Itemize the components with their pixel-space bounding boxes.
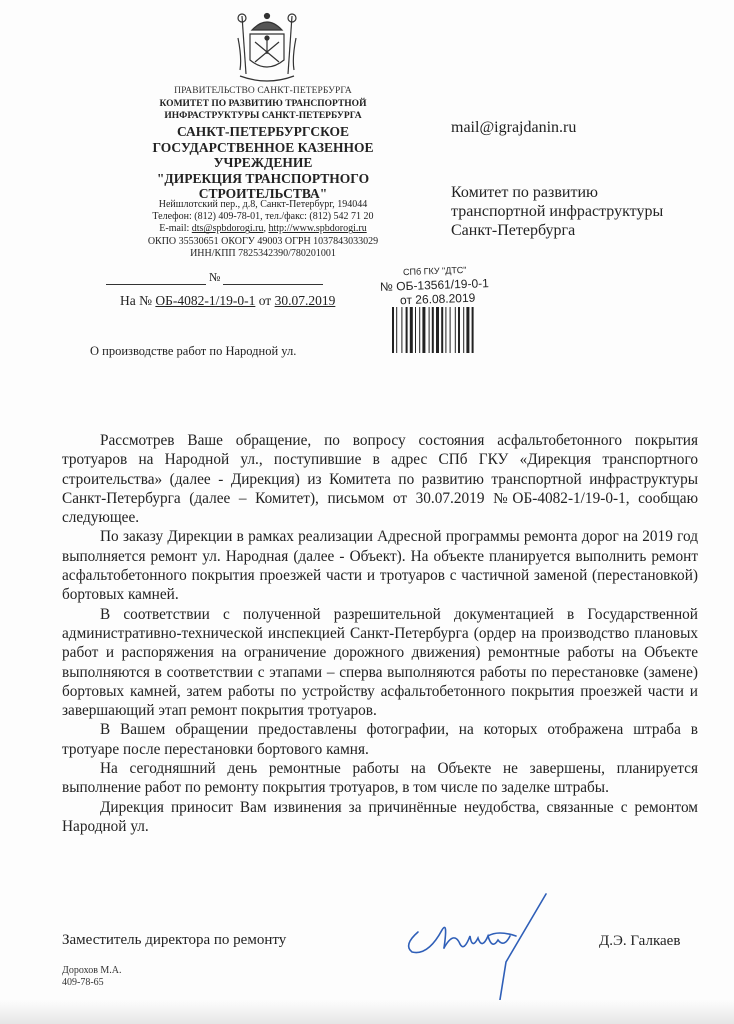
committee-line: КОМИТЕТ ПО РАЗВИТИЮ ТРАНСПОРТНОЙ bbox=[159, 99, 367, 109]
stamp-org: СПб ГКУ "ДТС" bbox=[402, 264, 467, 278]
number-sign: № bbox=[209, 270, 221, 284]
recipient-email: mail@igrajdanin.ru bbox=[451, 119, 577, 136]
barcode-bar bbox=[406, 307, 408, 353]
body-paragraph: По заказу Дирекции в рамках реализации Адресной программы ремонта дорог на 2019 год выполняется ремонт ул. Народная (далее - Объект). На объекте планируется выполнить ремонт асфальтобетонного покрытия проезжей части и тротуаров с частичной заменой (перестановкой) бортовых камней. bbox=[62, 528, 698, 604]
executor-phone: 409-78-65 bbox=[62, 977, 104, 988]
barcode-bar bbox=[466, 307, 469, 353]
body-paragraph: Дирекция приносит Вам извинения за причинённые неудобства, связанные с ремонтом Народной ул. bbox=[62, 798, 698, 835]
barcode-bar bbox=[445, 307, 446, 353]
website-link[interactable]: http://www.spbdorogi.ru bbox=[268, 223, 367, 235]
institution-line: УЧРЕЖДЕНИЕ bbox=[213, 155, 313, 170]
page-edge-shadow bbox=[0, 1000, 734, 1024]
recipient-line: Санкт-Петербурга bbox=[451, 222, 576, 239]
signer-name: Д.Э. Галкаев bbox=[599, 933, 681, 949]
stamp-date: от 26.08.2019 bbox=[399, 290, 476, 308]
recipient-address bbox=[451, 183, 663, 240]
separator: , bbox=[263, 223, 269, 235]
barcode-bar bbox=[419, 307, 420, 353]
signer-title: Заместитель директора по ремонту bbox=[62, 932, 287, 948]
institution-line: СТРОИТЕЛЬСТВА" bbox=[198, 186, 328, 201]
reply-from: от bbox=[255, 293, 275, 308]
barcode-bar bbox=[410, 307, 413, 353]
executor-info bbox=[62, 965, 122, 989]
institution-line: САНКТ-ПЕТЕРБУРГСКОЕ bbox=[176, 124, 350, 139]
barcode-bar bbox=[429, 307, 430, 353]
coat-of-arms-icon bbox=[222, 8, 312, 88]
email-label: E-mail: bbox=[159, 223, 192, 235]
barcode-bar bbox=[401, 307, 402, 353]
barcode-bar bbox=[463, 307, 464, 353]
address: Нейшлотский пер., д.8, Санкт-Петербург, 194044 bbox=[158, 199, 368, 210]
barcode-bar bbox=[415, 307, 416, 353]
barcode-bar bbox=[441, 307, 443, 353]
email-link[interactable]: dts@spbdorogi.ru bbox=[191, 223, 264, 235]
barcode-bar bbox=[455, 307, 456, 353]
contact-block bbox=[110, 199, 416, 260]
barcode-bar bbox=[472, 307, 474, 353]
reply-number: ОБ-4082-1/19-0-1 bbox=[155, 293, 256, 308]
barcode-bar bbox=[396, 307, 397, 353]
outgoing-number-line bbox=[106, 270, 346, 285]
barcode-icon bbox=[390, 307, 498, 353]
number-blank bbox=[223, 274, 323, 285]
executor-name: Дорохов М.А. bbox=[62, 965, 122, 976]
recipient-line: Комитет по развитию bbox=[451, 184, 598, 201]
barcode-bar bbox=[450, 307, 451, 353]
institution-line: ГОСУДАРСТВЕННОЕ КАЗЕННОЕ bbox=[152, 139, 374, 155]
committee-line: ИНФРАСТРУКТУРЫ САНКТ-ПЕТЕРБУРГА bbox=[164, 111, 362, 121]
body-paragraph: В соответствии с полученной разрешительной документацией в Государственной административно-технической инспекцией Санкт-Петербурга (ордер на производство плановых работ и распоряжения на ограничение дорожного движения) ремонтные работы на Объекте выполняются в соответствии с этапами – сперва выполняются работы по перестановке (замене) бортовых камней, затем работы по устройству асфальтобетонного покрытия проезжей части и завершающий этап ремонт покрытия тротуаров. bbox=[62, 605, 698, 720]
stamp-number: № ОБ-13561/19-0-1 bbox=[379, 276, 490, 294]
reply-date: 30.07.2019 bbox=[274, 293, 336, 308]
institution-name bbox=[110, 124, 416, 202]
barcode-bar bbox=[436, 307, 439, 353]
letter-body bbox=[62, 431, 698, 836]
barcode-bar bbox=[458, 307, 460, 353]
barcode-bar bbox=[392, 307, 394, 353]
letter-subject: О производстве работ по Народной ул. bbox=[90, 344, 297, 358]
inn-kpp: ИНН/КПП 7825342390/780201001 bbox=[190, 247, 336, 259]
registry-codes: ОКПО 35530651 ОКОГУ 49003 ОГРН 1037843033029 bbox=[147, 235, 379, 247]
phone: Телефон: (812) 409-78-01, тел./факс: (812) 542 71 20 bbox=[152, 211, 374, 223]
reply-prefix: На № bbox=[120, 293, 156, 308]
barcode-bar bbox=[432, 307, 434, 353]
registration-stamp bbox=[378, 264, 503, 356]
body-paragraph: Рассмотрев Ваше обращение, по вопросу состояния асфальтобетонного покрытия тротуаров на Народной ул., поступившие в адрес СПб ГКУ «Дирекция транспортного строительства» (далее - Дирекция) из Комитета по развитию транспортной инфраструктуры Санкт-Петербурга (далее – Комитет), письмом от 30.07.2019 №ОБ-4082-1/19-0-1, сообщаю следующее. bbox=[62, 432, 698, 527]
date-blank bbox=[106, 274, 206, 285]
recipient-line: транспортной инфраструктуры bbox=[451, 203, 664, 220]
email-line bbox=[110, 223, 416, 235]
institution-line: "ДИРЕКЦИЯ ТРАНСПОРТНОГО bbox=[156, 170, 370, 186]
reply-reference bbox=[120, 293, 335, 309]
body-paragraph: На сегодняшний день ремонтные работы на Объекте не завершены, планируется выполнение работ по ремонту покрытия тротуаров, в том числе по заделке штрабы. bbox=[62, 760, 698, 797]
body-paragraph: В Вашем обращении предоставлены фотографии, на которых отображена штраба в тротуаре после перестановки бортового камня. bbox=[62, 721, 698, 758]
committee-name bbox=[110, 98, 416, 122]
government-name: ПРАВИТЕЛЬСТВО САНКТ-ПЕТЕРБУРГА bbox=[174, 86, 352, 96]
barcode-bar bbox=[422, 307, 425, 353]
